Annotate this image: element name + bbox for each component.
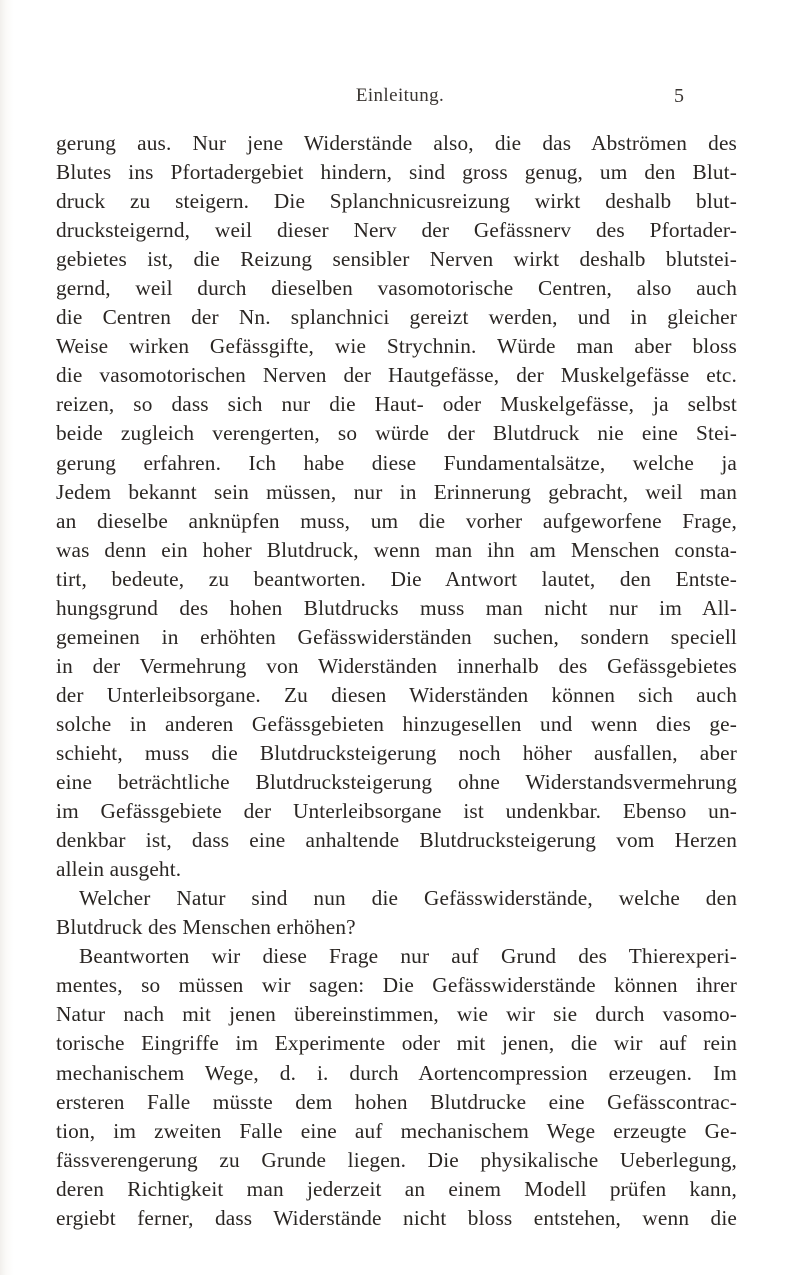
text-line: tion, im zweiten Falle eine auf mechanischem Wege erzeugte Ge- bbox=[56, 1118, 737, 1143]
text-line: hungsgrund des hohen Blutdrucks muss man nicht nur im All- bbox=[56, 595, 737, 620]
text-line: im Gefässgebiete der Unterleibsorgane ist undenkbar. Ebenso un- bbox=[56, 799, 737, 824]
text-line: ergiebt ferner, dass Widerstände nicht bloss entstehen, wenn die bbox=[56, 1205, 737, 1230]
text-line: mechanischem Wege, d. i. durch Aortencompression erzeugen. Im bbox=[56, 1060, 737, 1085]
text-line: Blutes ins Pfortadergebiet hindern, sind gross genug, um den Blut- bbox=[56, 160, 737, 185]
text-line: reizen, so dass sich nur die Haut- oder Muskelgefässe, ja selbst bbox=[56, 392, 737, 417]
body-text bbox=[56, 129, 737, 1233]
text-line: Beantworten wir diese Frage nur auf Grund des Thierexperi- bbox=[79, 944, 737, 969]
text-line: mentes, so müssen wir sagen: Die Gefässwiderstände können ihrer bbox=[56, 973, 737, 998]
page-header bbox=[0, 85, 800, 111]
text-line: solche in anderen Gefässgebieten hinzugesellen und wenn dies ge- bbox=[56, 711, 737, 736]
text-line: drucksteigernd, weil dieser Nerv der Gefässnerv des Pfortader- bbox=[56, 218, 737, 243]
text-line: Natur nach mit jenen übereinstimmen, wie wir sie durch vasomo- bbox=[56, 1002, 737, 1027]
text-line: der Unterleibsorgane. Zu diesen Widerständen können sich auch bbox=[56, 682, 737, 707]
text-line: allein ausgeht. bbox=[56, 857, 182, 882]
text-line: beide zugleich verengerten, so würde der Blutdruck nie eine Stei- bbox=[56, 421, 737, 446]
text-line: Jedem bekannt sein müssen, nur in Erinnerung gebracht, weil man bbox=[56, 479, 737, 504]
text-line: ersteren Falle müsste dem hohen Blutdrucke eine Gefässcontrac- bbox=[56, 1089, 737, 1114]
text-line: Weise wirken Gefässgifte, wie Strychnin. Würde man aber bloss bbox=[56, 334, 737, 359]
text-line: die vasomotorischen Nerven der Hautgefässe, der Muskelgefässe etc. bbox=[56, 363, 737, 388]
text-line: deren Richtigkeit man jederzeit an einem Modell prüfen kann, bbox=[56, 1176, 737, 1201]
text-line: fässverengerung zu Grunde liegen. Die physikalische Ueberlegung, bbox=[56, 1147, 737, 1172]
text-line: Blutdruck des Menschen erhöhen? bbox=[56, 915, 356, 940]
text-line: was denn ein hoher Blutdruck, wenn man ihn am Menschen consta- bbox=[56, 537, 737, 562]
text-line: in der Vermehrung von Widerständen innerhalb des Gefässgebietes bbox=[56, 653, 737, 678]
text-line: Welcher Natur sind nun die Gefässwiderstände, welche den bbox=[79, 886, 737, 911]
text-line: die Centren der Nn. splanchnici gereizt werden, und in gleicher bbox=[56, 305, 737, 330]
text-line: gemeinen in erhöhten Gefässwiderständen suchen, sondern speciell bbox=[56, 624, 737, 649]
text-line: eine beträchtliche Blutdrucksteigerung ohne Widerstandsvermehrung bbox=[56, 770, 737, 795]
text-line: gerung erfahren. Ich habe diese Fundamentalsätze, welche ja bbox=[56, 450, 737, 475]
text-line: gebietes ist, die Reizung sensibler Nerven wirkt deshalb blutstei- bbox=[56, 247, 737, 272]
text-line: denkbar ist, dass eine anhaltende Blutdrucksteigerung vom Herzen bbox=[56, 828, 737, 853]
text-line: gerung aus. Nur jene Widerstände also, die das Abströmen des bbox=[56, 131, 737, 155]
text-line: gernd, weil durch dieselben vasomotorische Centren, also auch bbox=[56, 276, 737, 301]
text-line: an dieselbe anknüpfen muss, um die vorher aufgeworfene Frage, bbox=[56, 508, 737, 533]
text-line: schieht, muss die Blutdrucksteigerung noch höher ausfallen, aber bbox=[56, 740, 737, 765]
text-line: druck zu steigern. Die Splanchnicusreizung wirkt deshalb blut- bbox=[56, 189, 737, 214]
text-line: torische Eingriffe im Experimente oder mit jenen, die wir auf rein bbox=[56, 1031, 737, 1056]
page-number: 5 bbox=[674, 85, 684, 107]
text-line: tirt, bedeute, zu beantworten. Die Antwort lautet, den Entste- bbox=[56, 566, 737, 591]
running-title: Einleitung. bbox=[355, 85, 445, 106]
